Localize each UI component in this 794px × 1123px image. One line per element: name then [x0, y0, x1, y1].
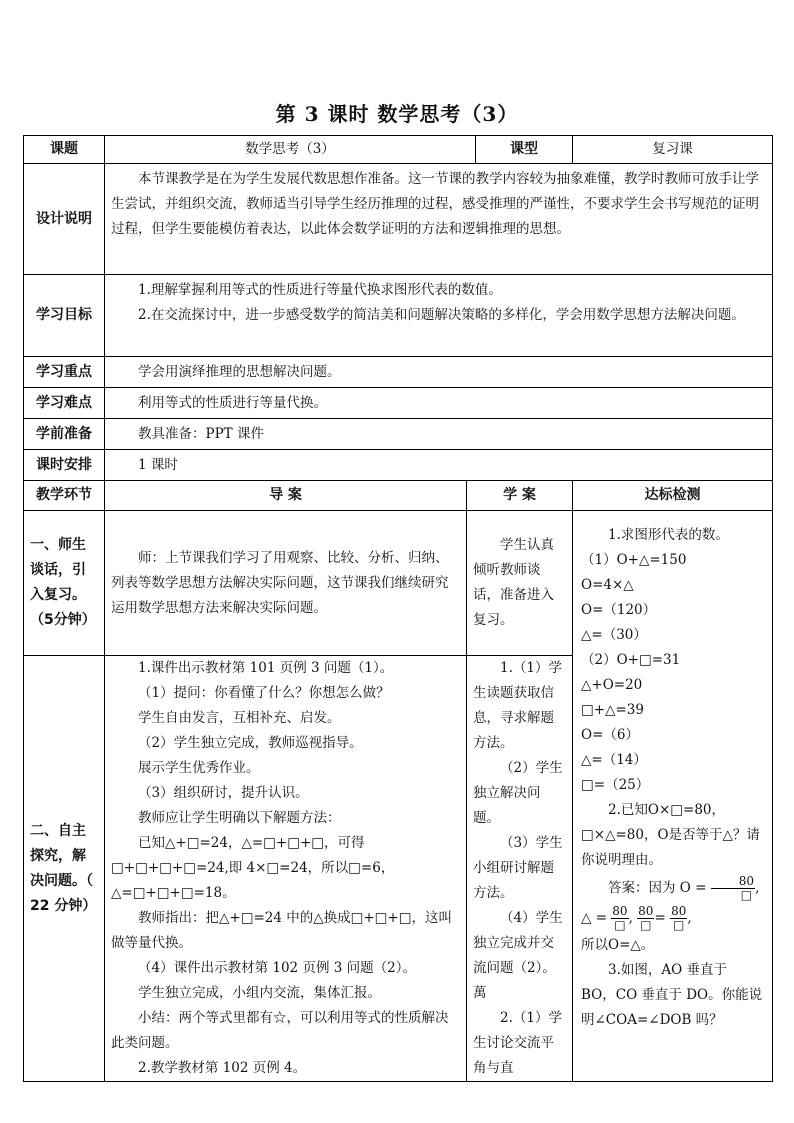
- fraction: $\frac{80}{□}$: [671, 904, 687, 932]
- section2-guide-line: 2.教学教材第 102 页例 4。: [138, 1060, 307, 1076]
- header-study: 学 案: [467, 481, 573, 511]
- goal-item: 1.理解掌握利用等式的性质进行等量代换求图形代表的数值。: [138, 282, 502, 298]
- difficulty-label: 学习难点: [24, 388, 105, 419]
- header-stage: 教学环节: [24, 481, 105, 511]
- section2-guide-line: （4）课件出示教材第 102 页例 3 问题（2）。: [138, 960, 416, 976]
- q1-line: △=（14）: [581, 752, 647, 768]
- section1-stage: 一、师生谈话，引入复习。（5分钟）: [24, 511, 105, 656]
- q1-line: △+O=20: [581, 677, 643, 693]
- section2-guide-line: （2）学生独立完成，教师巡视指导。: [138, 735, 363, 751]
- page-title: 第 3 课时 数学思考（3）: [275, 102, 519, 126]
- design-label: 设计说明: [24, 164, 105, 275]
- q1-line: （2）O+□=31: [581, 652, 681, 668]
- goals-label: 学习目标: [24, 275, 105, 357]
- section2-study-line: （3）学生小组研讨解题方法。: [473, 835, 563, 901]
- q2-answer-line-1: 答案：因为 O = $\frac{80}{□}$ ,: [608, 874, 760, 902]
- difficulty-text: 利用等式的性质进行等量代换。: [138, 394, 327, 411]
- q2-triangle-symbol: △: [581, 910, 592, 926]
- q2-answer-line-2: △ = $\frac{80}{□}$ , $\frac{80}{□}$ = $\frac{80}{□}$ ,: [581, 904, 692, 932]
- type-value: 复习课: [573, 136, 773, 164]
- q1-line: △=（30）: [581, 627, 647, 643]
- section2-guide-line: 教师指出：把△+□=24 中的△换成□+□+□，这叫做等量代换。: [111, 910, 452, 951]
- prep-label: 学前准备: [24, 419, 105, 450]
- q1-line: O=4×△: [581, 577, 634, 593]
- q1-line: O=（6）: [581, 727, 639, 743]
- section2-stage: 二、自主探究，解决问题。（ 22 分钟）: [24, 656, 105, 1082]
- q1-line: □+△=39: [581, 702, 644, 718]
- q2-text: 2.已知O×□=80，□×△=80，O是否等于△？请你说明理由。: [581, 802, 760, 868]
- prep-text: 教具准备：PPT 课件: [138, 425, 264, 442]
- type-label: 课型: [476, 136, 573, 164]
- fraction: $\frac{80}{□}$: [612, 904, 628, 932]
- section2-guide-line: 小结：两个等式里都有☆，可以利用等式的性质解决此类问题。: [111, 1010, 449, 1051]
- section2-study-line: （2）学生独立解决问题。: [473, 760, 563, 826]
- section2-study-line: （4）学生独立完成并交流问题（2）。萬: [473, 910, 563, 1001]
- topic-label: 课题: [24, 136, 105, 164]
- header-check: 达标检测: [573, 481, 773, 511]
- lesson-plan-table: [23, 135, 773, 1082]
- section2-guide-line: 学生自由发言，互相补充、启发。: [138, 710, 341, 726]
- fraction: $\frac{80}{□}$: [711, 875, 755, 902]
- q2-circle-symbol: O: [679, 880, 691, 896]
- section1-guide: 师：上节课我们学习了用观察、比较、分析、归纳、列表等数学思想方法解决实际问题，这节课我们继续研究运用数学思想方法来解决实际问题。: [111, 549, 449, 616]
- section2-study-line: 2.（1）学生讨论交流平角与直: [473, 1010, 562, 1076]
- q2-conclusion: 所以O=△。: [581, 937, 655, 953]
- section2-guide-line: 展示学生优秀作业。: [138, 760, 260, 776]
- section2-guide-line: 教师应让学生明确以下解题方法：: [138, 810, 341, 826]
- topic-value: 数学思考（3）: [105, 136, 476, 164]
- section2-guide-line: 1.课件出示教材第 101 页例 3 问题（1）。: [138, 660, 394, 676]
- q1-line: O=（120）: [581, 602, 657, 618]
- section2-guide-line: 已知△+□=24，△=□+□+□，可得□+□+□+□=24,即 4×□=24，所以□=6，△=□+□+□=18。: [111, 835, 395, 901]
- key-text: 学会用演绎推理的思想解决问题。: [138, 363, 341, 380]
- schedule-label: 课时安排: [24, 450, 105, 481]
- section2-guide-line: （3）组织研讨，提升认识。: [138, 785, 309, 801]
- section2-guide-line: 学生独立完成，小组内交流，集体汇报。: [138, 985, 381, 1001]
- q3-text: 3.如图，AO 垂直于 BO，CO 垂直于 DO。你能说明∠COA=∠DOB 吗？: [581, 962, 763, 1028]
- q1-line: （1）O+△=150: [581, 552, 687, 568]
- fraction: $\frac{80}{□}$: [638, 904, 654, 932]
- q1-title: 1.求图形代表的数。: [608, 527, 729, 543]
- design-text: 本节课教学是在为学生发展代数思想作准备。这一节课的教学内容较为抽象难懂，教学时教师可放手让学生尝试，并组织交流，教师适当引导学生经历推理的过程，感受推理的严谨性，不要求学生会书写规范的证明过程，但学生要能模仿着表达，以此体会数学证明的方法和逻辑推理的思想。: [111, 171, 759, 237]
- schedule-text: 1 课时: [138, 456, 178, 473]
- key-label: 学习重点: [24, 357, 105, 388]
- goal-item: 2.在交流探讨中，进一步感受数学的简洁美和问题解决策略的多样化，学会用数学思想方法解决问题。: [138, 307, 745, 323]
- check-column: [573, 511, 773, 1082]
- header-guide: 导 案: [105, 481, 467, 511]
- section2-study-line: 1.（1）学生读题获取信息，寻求解题方法。: [473, 660, 562, 751]
- q1-line: □=（25）: [581, 777, 650, 793]
- section2-guide-line: （1）提问：你看懂了什么？你想怎么做？: [138, 685, 390, 701]
- q2-answer-prefix: 答案：因为: [608, 880, 676, 896]
- section1-study: 学生认真倾听教师谈话，准备进入复习。: [473, 537, 554, 628]
- q2-equals: =: [695, 880, 707, 896]
